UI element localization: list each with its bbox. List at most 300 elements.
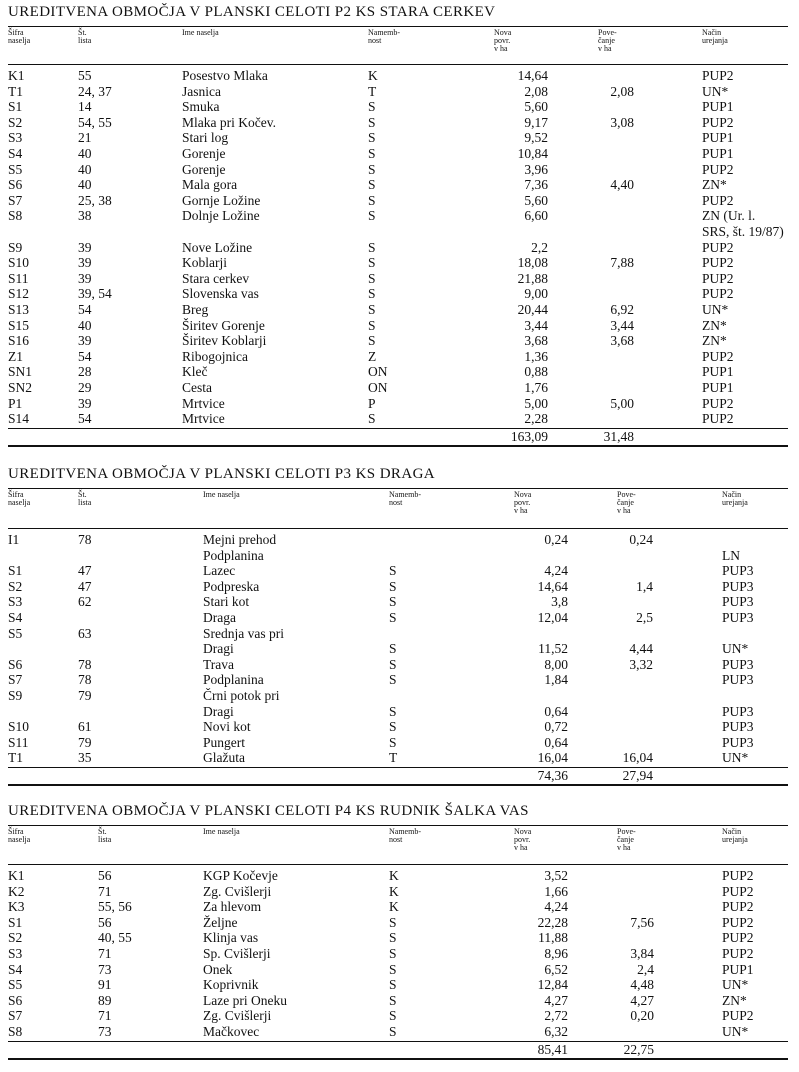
cell-area: 1,66: [544, 883, 568, 899]
total-area: 74,36: [537, 768, 568, 783]
cell-code: P1: [8, 395, 23, 411]
cell-code: S13: [8, 302, 30, 317]
cell-code: S6: [8, 992, 23, 1008]
cell-sheet: 89: [98, 992, 112, 1008]
cell-sheet: 29: [78, 380, 92, 395]
table-row: [0, 193, 799, 208]
column-header-area: Nova povr. v ha: [514, 490, 532, 515]
table-row: [0, 594, 799, 609]
table-row: [0, 318, 799, 333]
cell-sheet: 71: [98, 1008, 112, 1024]
cell-purpose: K: [389, 883, 399, 899]
cell-name: Dragi: [203, 703, 234, 719]
cell-code: S5: [8, 161, 23, 177]
cell-sheet: 39: [78, 255, 92, 271]
cell-area: 0,72: [544, 719, 568, 735]
cell-area: 0,88: [524, 364, 548, 380]
table-row: [0, 688, 799, 703]
table-bottom-rule: [8, 1041, 788, 1042]
cell-mode: ZN*: [722, 992, 747, 1008]
cell-sheet: 28: [78, 364, 92, 380]
cell-area: 14,64: [537, 578, 568, 594]
table-row: [0, 915, 799, 930]
table-row: [0, 719, 799, 734]
cell-name: Gornje Ložine: [182, 192, 261, 208]
section-title: UREDITVENA OBMOČJA V PLANSKI CELOTI P3 KS DRAGA: [8, 466, 436, 482]
cell-name: Nove Ložine: [182, 239, 253, 255]
cell-purpose: S: [389, 992, 397, 1008]
cell-mode: UN*: [722, 1024, 749, 1039]
cell-name: Slovenska vas: [182, 286, 259, 302]
cell-name: Širitev Koblarji: [182, 333, 267, 349]
table-row: [0, 532, 799, 547]
cell-mode: PUP2: [702, 114, 734, 130]
cell-name: Cesta: [182, 380, 212, 395]
cell-area: 4,24: [544, 899, 568, 915]
cell-sheet: 25, 38: [78, 192, 112, 208]
cell-name: Ribogojnica: [182, 348, 248, 364]
cell-name: Gorenje: [182, 146, 226, 161]
cell-sheet: 39: [78, 239, 92, 255]
cell-area: 9,17: [524, 114, 548, 130]
cell-sheet: 54: [78, 348, 92, 364]
table-row: [0, 177, 799, 192]
table-row: [0, 240, 799, 255]
cell-area: 0,64: [544, 734, 568, 750]
cell-code: S5: [8, 625, 23, 641]
cell-mode: ZN*: [702, 177, 727, 193]
cell-increase: 4,44: [629, 641, 653, 657]
table-row: [0, 271, 799, 286]
cell-name: Klinja vas: [203, 930, 259, 946]
cell-code: S4: [8, 146, 23, 161]
cell-name: KGP Kočevje: [203, 868, 278, 883]
cell-name: Zg. Cvišlerji: [203, 1008, 272, 1024]
cell-name: Stara cerkev: [182, 270, 250, 286]
cell-mode: ZN*: [702, 317, 727, 333]
cell-purpose: S: [389, 734, 397, 750]
column-header-purpose: Namemb- nost: [368, 28, 400, 45]
table-row: [0, 286, 799, 301]
cell-code: S7: [8, 192, 23, 208]
cell-area: 5,00: [524, 395, 548, 411]
cell-code: K1: [8, 868, 25, 883]
cell-purpose: T: [389, 750, 398, 766]
cell-purpose: S: [368, 192, 376, 208]
cell-area: 9,52: [524, 130, 548, 146]
cell-increase: 3,44: [610, 317, 634, 333]
table-row: [0, 411, 799, 426]
table-row: [0, 146, 799, 161]
cell-area: 21,88: [517, 270, 548, 286]
cell-purpose: T: [368, 83, 377, 99]
header-bottom-rule: [8, 64, 788, 65]
cell-mode: PUP3: [722, 610, 754, 625]
cell-area: 1,36: [524, 348, 548, 364]
cell-sheet: 91: [98, 977, 112, 993]
cell-purpose: S: [389, 594, 397, 610]
cell-code: S11: [8, 270, 29, 286]
cell-name: Koblarji: [182, 255, 227, 271]
column-header-increase: Pove- čanje v ha: [617, 490, 636, 515]
cell-purpose: S: [389, 719, 397, 735]
cell-name: Trava: [203, 656, 235, 672]
cell-code: Z1: [8, 348, 23, 364]
table-row: [0, 610, 799, 625]
cell-area: 3,44: [524, 317, 548, 333]
cell-area: 3,8: [551, 594, 568, 610]
table-row: [0, 993, 799, 1008]
cell-area: 2,72: [544, 1008, 568, 1024]
cell-name: Mejni prehod: [203, 532, 277, 547]
column-header-increase: Pove- čanje v ha: [617, 827, 636, 852]
cell-mode: PUP2: [702, 270, 734, 286]
cell-area: 9,00: [524, 286, 548, 302]
cell-mode: PUP2: [722, 946, 754, 961]
cell-code: S3: [8, 130, 23, 146]
table-row: [0, 563, 799, 578]
cell-purpose: S: [368, 411, 376, 427]
cell-code: T1: [8, 83, 23, 99]
cell-purpose: S: [368, 114, 376, 130]
table-row: [0, 349, 799, 364]
cell-mode: ZN (Ur. l.: [702, 208, 756, 224]
cell-name: Smuka: [182, 99, 220, 115]
cell-sheet: 54: [78, 302, 92, 317]
cell-sheet: 62: [78, 594, 92, 610]
cell-name: Mrtvice: [182, 395, 225, 411]
cell-code: S6: [8, 177, 23, 193]
table-bottom-rule: [8, 428, 788, 429]
cell-purpose: S: [368, 99, 376, 115]
column-header-mode: Način urejanja: [722, 490, 748, 507]
cell-sheet: 71: [98, 946, 112, 961]
table-row: [0, 115, 799, 130]
table-row: [0, 930, 799, 945]
cell-increase: 3,68: [610, 333, 634, 349]
header-bottom-rule: [8, 864, 788, 865]
cell-mode: PUP1: [722, 961, 754, 977]
cell-name: Posestvo Mlaka: [182, 68, 268, 83]
cell-sheet: 73: [98, 961, 112, 977]
cell-sheet: 39: [78, 270, 92, 286]
cell-code: S7: [8, 672, 23, 688]
cell-sheet: 55: [78, 68, 92, 83]
section-title: UREDITVENA OBMOČJA V PLANSKI CELOTI P2 KS STARA CERKEV: [8, 4, 496, 20]
table-row: [0, 946, 799, 961]
table-row: [0, 302, 799, 317]
cell-sheet: 78: [78, 656, 92, 672]
header-top-rule: [8, 825, 788, 826]
column-header-name: Ime naselja: [203, 490, 240, 499]
cell-area: 6,60: [524, 208, 548, 224]
cell-code: S16: [8, 333, 30, 349]
cell-code: S10: [8, 719, 30, 735]
cell-purpose: S: [389, 977, 397, 993]
cell-code: S9: [8, 239, 23, 255]
cell-sheet: 56: [98, 868, 112, 883]
cell-area: 16,04: [537, 750, 568, 766]
cell-increase: 0,24: [629, 532, 653, 547]
cell-purpose: S: [368, 239, 376, 255]
cell-name: Onek: [203, 961, 233, 977]
total-area: 85,41: [537, 1041, 568, 1057]
total-bottom-rule: [8, 1058, 788, 1060]
cell-code: S3: [8, 946, 23, 961]
cell-mode: PUP2: [702, 411, 734, 427]
cell-code: S9: [8, 688, 23, 703]
cell-sheet: 56: [98, 914, 112, 930]
cell-code: S10: [8, 255, 30, 271]
cell-code: K2: [8, 883, 25, 899]
cell-name: Draga: [203, 610, 236, 625]
cell-area: 4,24: [544, 563, 568, 579]
cell-code: S12: [8, 286, 30, 302]
cell-name: Stari kot: [203, 594, 250, 610]
cell-mode: PUP3: [722, 578, 754, 594]
cell-mode: PUP1: [702, 364, 734, 380]
cell-code: S4: [8, 961, 23, 977]
cell-name: Podpreska: [203, 578, 260, 594]
cell-code: S11: [8, 734, 29, 750]
cell-sheet: 14: [78, 99, 92, 115]
cell-mode: PUP2: [722, 930, 754, 946]
cell-code: SN2: [8, 380, 33, 395]
cell-purpose: S: [389, 703, 397, 719]
cell-mode: PUP2: [722, 914, 754, 930]
cell-name: Srednja vas pri: [203, 625, 284, 641]
cell-mode: PUP2: [702, 286, 734, 302]
cell-mode: PUP2: [722, 883, 754, 899]
cell-area: 1,84: [544, 672, 568, 688]
cell-area: 11,88: [538, 930, 568, 946]
table-row: [0, 735, 799, 750]
cell-purpose: S: [389, 930, 397, 946]
cell-mode: PUP3: [722, 594, 754, 610]
cell-mode: UN*: [722, 750, 749, 766]
column-header-sheet: Št. lista: [78, 490, 92, 507]
table-row: [0, 99, 799, 114]
cell-name: Lazec: [203, 563, 236, 579]
column-header-code: Šifra naselja: [8, 28, 31, 45]
cell-increase: 6,92: [610, 302, 634, 317]
cell-code: S5: [8, 977, 23, 993]
cell-area: 0,24: [544, 532, 568, 547]
total-increase: 31,48: [603, 428, 634, 444]
cell-sheet: 78: [78, 532, 92, 547]
cell-purpose: S: [389, 656, 397, 672]
cell-purpose: Z: [368, 348, 377, 364]
cell-area: 14,64: [517, 68, 548, 83]
cell-sheet: 73: [98, 1024, 112, 1039]
cell-increase: 3,08: [610, 114, 634, 130]
cell-mode: PUP3: [722, 734, 754, 750]
cell-mode: PUP3: [722, 563, 754, 579]
cell-sheet: 79: [78, 734, 92, 750]
cell-area: 1,76: [524, 380, 548, 395]
column-header-purpose: Namemb- nost: [389, 490, 421, 507]
cell-area: 18,08: [517, 255, 548, 271]
cell-code: S7: [8, 1008, 23, 1024]
cell-name: Sp. Cvišlerji: [203, 946, 271, 961]
table-row: [0, 657, 799, 672]
cell-code: S3: [8, 594, 23, 610]
cell-area: 12,04: [537, 610, 568, 625]
cell-mode: PUP2: [702, 68, 734, 83]
cell-purpose: K: [368, 68, 378, 83]
table-row: [0, 868, 799, 883]
cell-mode: ZN*: [702, 333, 727, 349]
cell-code: K3: [8, 899, 25, 915]
cell-mode: PUP1: [702, 380, 734, 395]
cell-purpose: S: [389, 961, 397, 977]
cell-sheet: 40, 55: [98, 930, 132, 946]
cell-area: 2,28: [524, 411, 548, 427]
total-bottom-rule: [8, 445, 788, 447]
cell-mode: PUP2: [722, 899, 754, 915]
cell-mode: PUP3: [722, 719, 754, 735]
table-row: [0, 579, 799, 594]
cell-code: S14: [8, 411, 30, 427]
cell-area: 12,84: [537, 977, 568, 993]
cell-area: 10,84: [517, 146, 548, 161]
cell-mode: LN: [722, 547, 740, 563]
table-row: [0, 84, 799, 99]
table-row: [0, 224, 799, 239]
cell-area: 7,36: [524, 177, 548, 193]
cell-sheet: 54: [78, 411, 92, 427]
total-increase: 27,94: [622, 768, 653, 783]
cell-name: Podplanina: [203, 547, 264, 563]
cell-sheet: 39, 54: [78, 286, 112, 302]
cell-increase: 7,88: [610, 255, 634, 271]
cell-area: 6,52: [544, 961, 568, 977]
cell-area: 4,27: [544, 992, 568, 1008]
cell-increase: 4,27: [630, 992, 654, 1008]
cell-sheet: 63: [78, 625, 92, 641]
cell-purpose: S: [389, 578, 397, 594]
cell-mode: UN*: [702, 83, 729, 99]
table-row: [0, 626, 799, 641]
cell-increase: 2,4: [637, 961, 654, 977]
cell-code: S2: [8, 578, 23, 594]
cell-increase: 1,4: [636, 578, 653, 594]
cell-name: Zg. Cvišlerji: [203, 883, 272, 899]
column-header-increase: Pove- čanje v ha: [598, 28, 617, 53]
cell-purpose: S: [389, 946, 397, 961]
column-header-code: Šifra naselja: [8, 827, 31, 844]
cell-code: S15: [8, 317, 30, 333]
cell-area: 11,52: [538, 641, 568, 657]
cell-purpose: S: [389, 610, 397, 625]
cell-name: Kleč: [182, 364, 208, 380]
cell-increase: 3,84: [630, 946, 654, 961]
cell-name: Širitev Gorenje: [182, 317, 265, 333]
cell-mode: SRS, št. 19/87): [702, 224, 784, 239]
column-header-name: Ime naselja: [203, 827, 240, 836]
cell-increase: 2,08: [610, 83, 634, 99]
cell-sheet: 71: [98, 883, 112, 899]
cell-purpose: S: [368, 333, 376, 349]
table-bottom-rule: [8, 767, 788, 768]
cell-area: 8,00: [544, 656, 568, 672]
cell-name: Mačkovec: [203, 1024, 260, 1039]
cell-name: Koprivnik: [203, 977, 259, 993]
table-row: [0, 641, 799, 656]
column-header-sheet: Št. lista: [78, 28, 92, 45]
cell-name: Za hlevom: [203, 899, 262, 915]
table-row: [0, 977, 799, 992]
cell-code: I1: [8, 532, 20, 547]
cell-code: S2: [8, 930, 23, 946]
cell-area: 6,32: [544, 1024, 568, 1039]
cell-area: 5,60: [524, 192, 548, 208]
cell-code: SN1: [8, 364, 33, 380]
cell-code: S8: [8, 1024, 23, 1039]
table-row: [0, 1008, 799, 1023]
cell-purpose: K: [389, 868, 399, 883]
cell-area: 8,96: [544, 946, 568, 961]
cell-area: 3,68: [524, 333, 548, 349]
cell-name: Novi kot: [203, 719, 251, 735]
cell-mode: UN*: [722, 977, 749, 993]
cell-code: S6: [8, 656, 23, 672]
cell-mode: PUP2: [702, 255, 734, 271]
cell-sheet: 40: [78, 177, 92, 193]
cell-increase: 5,00: [610, 395, 634, 411]
cell-mode: UN*: [722, 641, 749, 657]
table-row: [0, 380, 799, 395]
table-row: [0, 884, 799, 899]
cell-mode: PUP3: [722, 656, 754, 672]
cell-mode: PUP1: [702, 146, 734, 161]
table-row: [0, 962, 799, 977]
cell-area: 2,2: [531, 239, 548, 255]
cell-purpose: S: [389, 563, 397, 579]
cell-increase: 16,04: [622, 750, 653, 766]
table-row: [0, 672, 799, 687]
cell-purpose: P: [368, 395, 376, 411]
cell-mode: PUP2: [702, 239, 734, 255]
header-bottom-rule: [8, 528, 788, 529]
cell-mode: PUP2: [722, 1008, 754, 1024]
cell-sheet: 79: [78, 688, 92, 703]
cell-sheet: 40: [78, 317, 92, 333]
cell-increase: 4,40: [610, 177, 634, 193]
cell-purpose: S: [389, 914, 397, 930]
cell-code: S1: [8, 563, 23, 579]
table-row: [0, 750, 799, 765]
cell-purpose: S: [368, 146, 376, 161]
cell-mode: PUP2: [702, 192, 734, 208]
table-row: [0, 899, 799, 914]
cell-sheet: 39: [78, 395, 92, 411]
cell-name: Mala gora: [182, 177, 238, 193]
cell-name: Breg: [182, 302, 209, 317]
header-top-rule: [8, 26, 788, 27]
cell-purpose: S: [368, 255, 376, 271]
cell-name: Podplanina: [203, 672, 264, 688]
cell-name: Dragi: [203, 641, 234, 657]
cell-area: 3,52: [544, 868, 568, 883]
cell-mode: PUP1: [702, 130, 734, 146]
cell-area: 22,28: [537, 914, 568, 930]
cell-sheet: 38: [78, 208, 92, 224]
cell-name: Pungert: [203, 734, 245, 750]
cell-sheet: 39: [78, 333, 92, 349]
cell-mode: UN*: [702, 302, 729, 317]
column-header-area: Nova povr. v ha: [494, 28, 512, 53]
